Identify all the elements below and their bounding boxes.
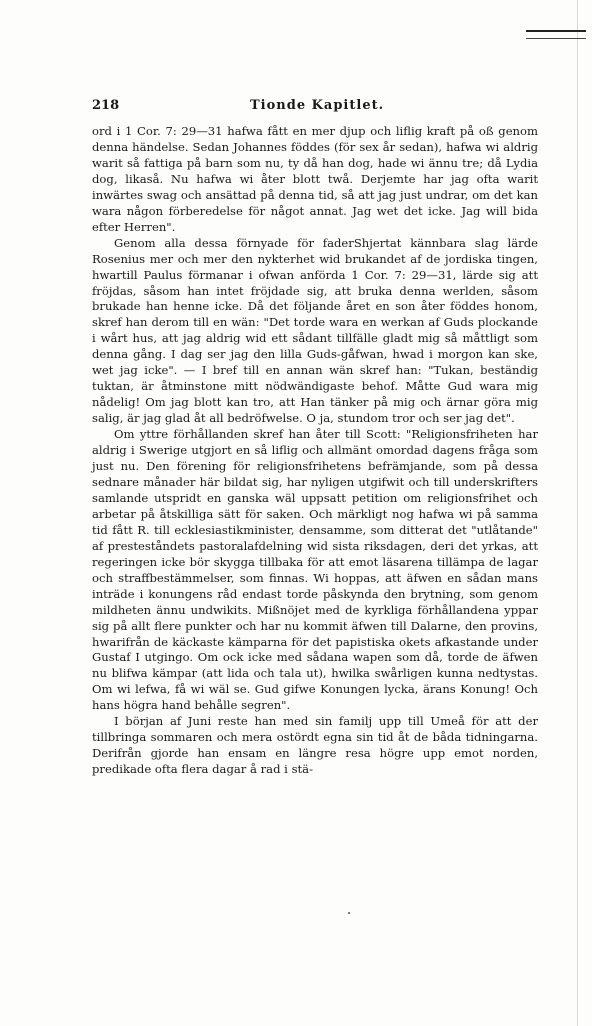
paragraph-3: Om yttre förhållanden skref han åter till Scott: "Religionsfriheten har aldrig i Swerige utgjort en så liflig och allmänt omordad dagens fråga som just nu. Den förening för religionsfrihetens befrämjande, som på dessa sednare månader här bildat sig, har nyligen utgifwit och till underskrifters samlande utspridt en ganska wäl uppsatt petition om religionsfrihet och arbetar på åtskilliga sätt för saken. Och märkligt nog hafwa wi på samma tid fått R. till ecklesiastikminister, densamme, som ditterat det "utlåtande" af presteståndets pastoralafdelning wid sista riksdagen, deri det yrkas, att regeringen icke bör skygga tillbaka för att emot läsarena tillämpa de lagar och straffbestämmelser, som finnas. Wi hoppas, att äfwen en sådan mans inträde i konungens råd endast torde påskynda den brytning, som genom mildheten ännu undwikits. Mißnöjet med de kyrkliga förhållandena yppar sig på allt flere punkter och har nu kommit äfwen till Dalarne, den provins, hwarifrån de käckaste kämparna för det papistiska okets afkastande under Gustaf I utgingo. Om ock icke med sådana wapen som då, torde de äfwen nu blifwa kämpar (att lida och tala ut), hwilka swårligen kunna nedtystas. Om wi lefwa, få wi wäl se. Gud gifwe Konungen lycka, ärans Konung! Och hans högra hand behålle segren". [92,427,538,713]
chapter-title: Tionde Kapitlet. [250,98,385,113]
paragraph-1: ord i 1 Cor. 7: 29—31 hafwa fått en mer djup och liflig kraft på oß genom denna händelse. Sedan Johannes föddes (för sex år sedan), hafwa wi aldrig warit så fattiga på barn som nu, ty då han dog, hade wi ännu tre; då Lydia dog, likaså. Nu hafwa wi åter blott twå. Derjemte har jag ofta warit inwärtes swag och ansättad på denna tid, så att jag just undrar, om det kan wara någon förberedelse för något annat. Jag wet det icke. Jag will bida efter Herren". [92,124,538,234]
page-edge-line [577,0,578,1026]
ink-speck [348,912,350,914]
body-text [92,124,538,778]
page-number: 218 [92,98,120,113]
paragraph-4: I början af Juni reste han med sin familj upp till Umeå för att der tillbringa sommaren och mera ostördt egna sin tid åt de båda tidningarna. Derifrån gjorde han ensam en längre resa högre upp emot norden, predikade ofta flera dagar å rad i stä- [92,714,538,777]
running-header [92,98,532,118]
page-edge-mark [526,30,586,39]
paragraph-2: Genom alla dessa förnyade för faderShjertat kännbara slag lärde Rosenius mer och mer den nykterhet wid brukandet af de jordiska tingen, hwartill Paulus förmanar i ofwan anförda 1 Cor. 7: 29—31, lärde sig att fröjdas, såsom han intet fröjdade sig, att bruka denna werlden, såsom brukade han henne icke. Då det följande året en son åter föddes honom, skref han derom till en wän: "Det torde wara en werkan af Guds plockande i wårt hus, att jag aldrig wid ett sådant tillfälle gladt mig så måttligt som denna gång. I dag ser jag den lilla Guds-gåfwan, hwad i morgon kan ske, wet jag icke". — I bref till en annan wän skref han: "Tukan, beständig tuktan, är åtminstone mitt nödwändigaste behof. Måtte Gud wara mig nådelig! Om jag blott kan tro, att Han tänker på mig och ärnar göra mig salig, är jag glad åt all bedröfwelse. O ja, stundom tror och ser jag det". [92,235,538,426]
